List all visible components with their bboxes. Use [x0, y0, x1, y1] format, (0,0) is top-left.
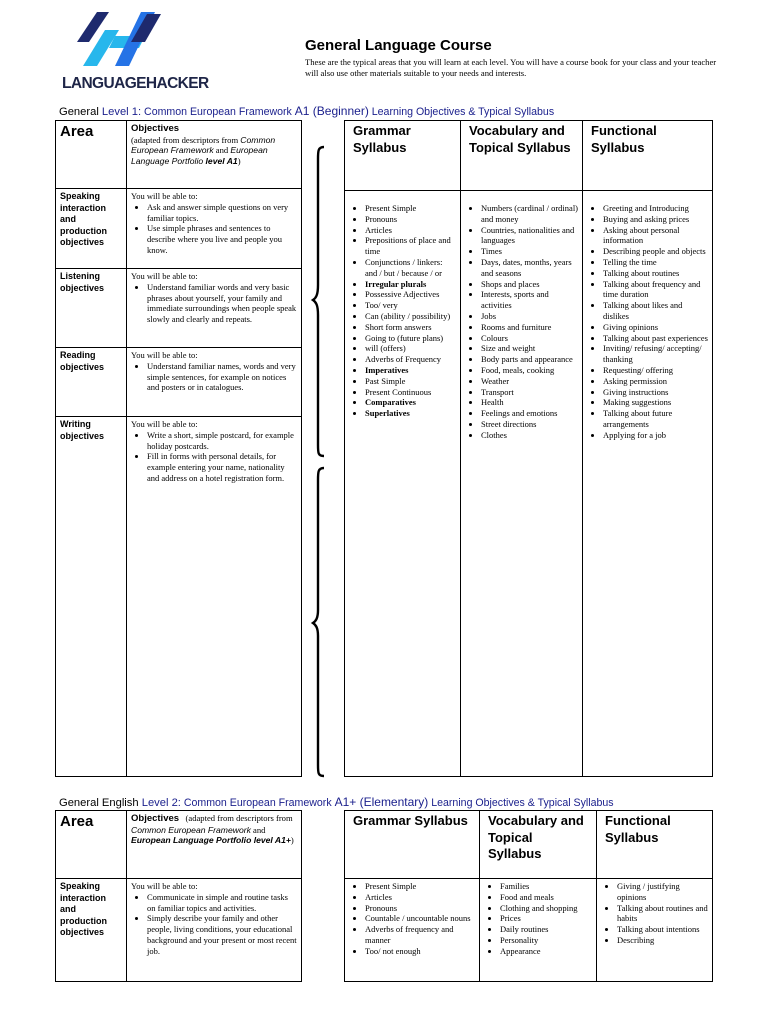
- list-item: • Weather: [481, 376, 578, 387]
- level-1-heading: [59, 104, 554, 118]
- objectives-adapted: (adapted from descriptors from: [131, 134, 241, 145]
- list-item: • Buying and asking prices: [603, 214, 708, 225]
- list-item: • Countries, nationalities and languages: [481, 225, 578, 247]
- list-item: • Simply describe your family and other people, living conditions, your educational background and your present or most recent job.: [147, 913, 297, 956]
- list-item: • Numbers (cardinal / ordinal) and money: [481, 203, 578, 225]
- row-label-speaking: Speaking interaction and production objectives: [60, 191, 107, 247]
- list-item: • Possessive Adjectives: [365, 289, 456, 300]
- level-1-suffix: Learning Objectives & Typical Syllabus: [368, 106, 555, 118]
- list-item: • Talking about future arrangements: [603, 408, 708, 430]
- list-item: • Times: [481, 246, 578, 257]
- level-2-label: Level 2:: [141, 797, 181, 809]
- list-item: • Going to (future plans): [365, 333, 456, 344]
- functional-syllabus-list: [597, 879, 713, 982]
- brand-name: LANGUAGEHACKER: [62, 75, 209, 92]
- list-item: • Communicate in simple and routine tasks on familiar topics and activities.: [147, 892, 297, 914]
- list-item: • Write a short, simple postcard, for example holiday postcards.: [147, 430, 297, 452]
- list-item: • Too/ not enough: [365, 946, 475, 957]
- row-intro: You will be able to:: [131, 881, 198, 891]
- grammar-syllabus-heading: Grammar Syllabus: [353, 813, 468, 828]
- list-item: • Talking about routines: [603, 268, 708, 279]
- row-intro: You will be able to:: [131, 271, 198, 281]
- list-item: • Jobs: [481, 311, 578, 322]
- vocabulary-syllabus-heading: Vocabulary and Topical Syllabus: [488, 813, 584, 861]
- objectives-and: and: [213, 145, 231, 155]
- list-item: • Requesting/ offering: [603, 365, 708, 376]
- grammar-syllabus-heading: Grammar Syllabus: [353, 123, 411, 155]
- list-item: • Talking about intentions: [617, 924, 708, 935]
- list-item: • Imperatives: [365, 365, 456, 376]
- list-item: • Shops and places: [481, 279, 578, 290]
- list-item: • Days, dates, months, years and seasons: [481, 257, 578, 279]
- level-1-heading-prefix: General: [59, 106, 102, 118]
- list-item: • Telling the time: [603, 257, 708, 268]
- area-heading: Area: [60, 813, 94, 830]
- level-1-objectives-table: [55, 120, 302, 777]
- list-item: • Understand familiar words and very basic phrases about yourself, your family and immediate surroundings when people speak slowly and clearly and repeats.: [147, 282, 297, 325]
- list-item: • Articles: [365, 892, 475, 903]
- list-item: • Talking about past experiences: [603, 333, 708, 344]
- vocabulary-syllabus-list: [461, 191, 583, 777]
- list-item: • Prices: [500, 913, 592, 924]
- objectives-level: level A1: [203, 155, 238, 166]
- list-item: • Talking about frequency and time duration: [603, 279, 708, 301]
- list-item: • Fill in forms with personal details, for example entering your name, nationality and address on a hotel registration form.: [147, 451, 297, 483]
- row-intro: You will be able to:: [131, 191, 198, 201]
- vocabulary-syllabus-heading: Vocabulary and Topical Syllabus: [469, 123, 571, 155]
- level-2-heading-prefix: General English: [59, 797, 142, 809]
- list-item: • Describing: [617, 935, 708, 946]
- level-1-label: Level 1:: [101, 106, 142, 118]
- list-item: • Short form answers: [365, 322, 456, 333]
- objectives-title: Objectives: [131, 813, 180, 824]
- list-item: • Present Simple: [365, 881, 475, 892]
- list-item: • Countable / uncountable nouns: [365, 913, 475, 924]
- objectives-cef: Common European Framework: [131, 824, 251, 835]
- level-2-syllabus-table: [344, 810, 713, 982]
- level-1-code: A1 (Beginner): [294, 104, 369, 118]
- functional-syllabus-heading: Functional Syllabus: [605, 813, 671, 845]
- list-item: • Pronouns: [365, 903, 475, 914]
- level-1-framework: Common European Framework: [141, 106, 295, 118]
- list-item: • Food and meals: [500, 892, 592, 903]
- list-item: • Size and weight: [481, 343, 578, 354]
- objectives-elp: European Language Portfolio level A1+: [131, 835, 291, 845]
- list-item: • Health: [481, 397, 578, 408]
- objectives-title: Objectives: [131, 123, 180, 134]
- document-intro: These are the typical areas that you will learn at each level. You will have a course book for your class and your teacher will also use other materials suitable to your needs and interests.: [305, 57, 717, 78]
- level-2-suffix: Learning Objectives & Typical Syllabus: [428, 797, 614, 809]
- list-item: • Body parts and appearance: [481, 354, 578, 365]
- list-item: • Pronouns: [365, 214, 456, 225]
- list-item: • Comparatives: [365, 397, 456, 408]
- list-item: • Interests, sports and activities: [481, 289, 578, 311]
- grammar-syllabus-list: [345, 879, 480, 982]
- document-title: General Language Course: [305, 37, 492, 54]
- grammar-syllabus-list: [345, 191, 461, 777]
- level-2-objectives-table: [55, 810, 302, 982]
- row-writing-objectives: [127, 417, 302, 777]
- objectives-adapted: (adapted from descriptors from: [185, 813, 293, 823]
- level-1-syllabus-table: [344, 120, 713, 777]
- row-label-listening: Listening objectives: [60, 271, 105, 293]
- functional-syllabus-list: [583, 191, 713, 777]
- list-item: • Can (ability / possibility): [365, 311, 456, 322]
- list-item: • Giving opinions: [603, 322, 708, 333]
- objectives-close: ): [237, 155, 241, 166]
- list-item: • Articles: [365, 225, 456, 236]
- list-item: • Food, meals, cooking: [481, 365, 578, 376]
- row-intro: You will be able to:: [131, 419, 198, 429]
- list-item: • Talking about likes and dislikes: [603, 300, 708, 322]
- list-item: • Present Simple: [365, 203, 456, 214]
- level-2-code: A1+ (Elementary): [334, 795, 429, 809]
- list-item: • Greeting and Introducing: [603, 203, 708, 214]
- row-intro: You will be able to:: [131, 350, 198, 360]
- area-heading: Area: [60, 123, 94, 140]
- list-item: • Asking permission: [603, 376, 708, 387]
- list-item: • Irregular plurals: [365, 279, 456, 290]
- objectives-cef: Common European Framework: [131, 134, 276, 155]
- list-item: • Understand familiar names, words and very simple sentences, for example on notices and posters or in catalogues.: [147, 361, 297, 393]
- functional-syllabus-heading: Functional Syllabus: [591, 123, 657, 155]
- list-item: • Ask and answer simple questions on very familiar topics.: [147, 202, 297, 224]
- list-item: • Colours: [481, 333, 578, 344]
- objectives-and: and: [250, 824, 266, 835]
- list-item: • Adverbs of Frequency: [365, 354, 456, 365]
- objectives-elp: European Language Portfolio: [131, 145, 268, 166]
- list-item: • Making suggestions: [603, 397, 708, 408]
- objectives-close: ): [290, 835, 294, 845]
- list-item: • Describing people and objects: [603, 246, 708, 257]
- list-item: • Appearance: [500, 946, 592, 957]
- row-label-reading: Reading objectives: [60, 350, 105, 372]
- curly-brace-icon: [310, 145, 328, 780]
- list-item: • Transport: [481, 387, 578, 398]
- list-item: • Applying for a job: [603, 430, 708, 441]
- list-item: • Past Simple: [365, 376, 456, 387]
- level-2-heading: [59, 795, 614, 809]
- list-item: • Asking about personal information: [603, 225, 708, 247]
- languagehacker-logo-icon: [75, 8, 163, 74]
- list-item: • will (offers): [365, 343, 456, 354]
- row-speaking-objectives: [127, 879, 302, 982]
- list-item: • Personality: [500, 935, 592, 946]
- row-label-speaking: Speaking interaction and production objectives: [60, 881, 107, 937]
- row-listening-objectives: [127, 269, 302, 348]
- list-item: • Adverbs of frequency and manner: [365, 924, 475, 946]
- list-item: • Present Continuous: [365, 387, 456, 398]
- list-item: • Use simple phrases and sentences to describe where you live and people you know.: [147, 223, 297, 255]
- list-item: • Feelings and emotions: [481, 408, 578, 419]
- list-item: • Giving / justifying opinions: [617, 881, 708, 903]
- list-item: • Daily routines: [500, 924, 592, 935]
- list-item: • Talking about routines and habits: [617, 903, 708, 925]
- objectives-heading: [127, 121, 302, 189]
- list-item: • Street directions: [481, 419, 578, 430]
- row-label-writing: Writing objectives: [60, 419, 105, 441]
- list-item: • Giving instructions: [603, 387, 708, 398]
- list-item: • Clothes: [481, 430, 578, 441]
- list-item: • Rooms and furniture: [481, 322, 578, 333]
- list-item: • Too/ very: [365, 300, 456, 311]
- level-2-framework: Common European Framework: [180, 797, 335, 809]
- row-reading-objectives: [127, 348, 302, 417]
- list-item: • Families: [500, 881, 592, 892]
- list-item: • Superlatives: [365, 408, 456, 419]
- list-item: • Clothing and shopping: [500, 903, 592, 914]
- list-item: • Prepositions of place and time: [365, 235, 456, 257]
- list-item: • Conjunctions / linkers: and / but / because / or: [365, 257, 456, 279]
- list-item: • Inviting/ refusing/ accepting/ thanking: [603, 343, 708, 365]
- vocabulary-syllabus-list: [480, 879, 597, 982]
- objectives-heading: [127, 811, 302, 879]
- row-speaking-objectives: [127, 189, 302, 269]
